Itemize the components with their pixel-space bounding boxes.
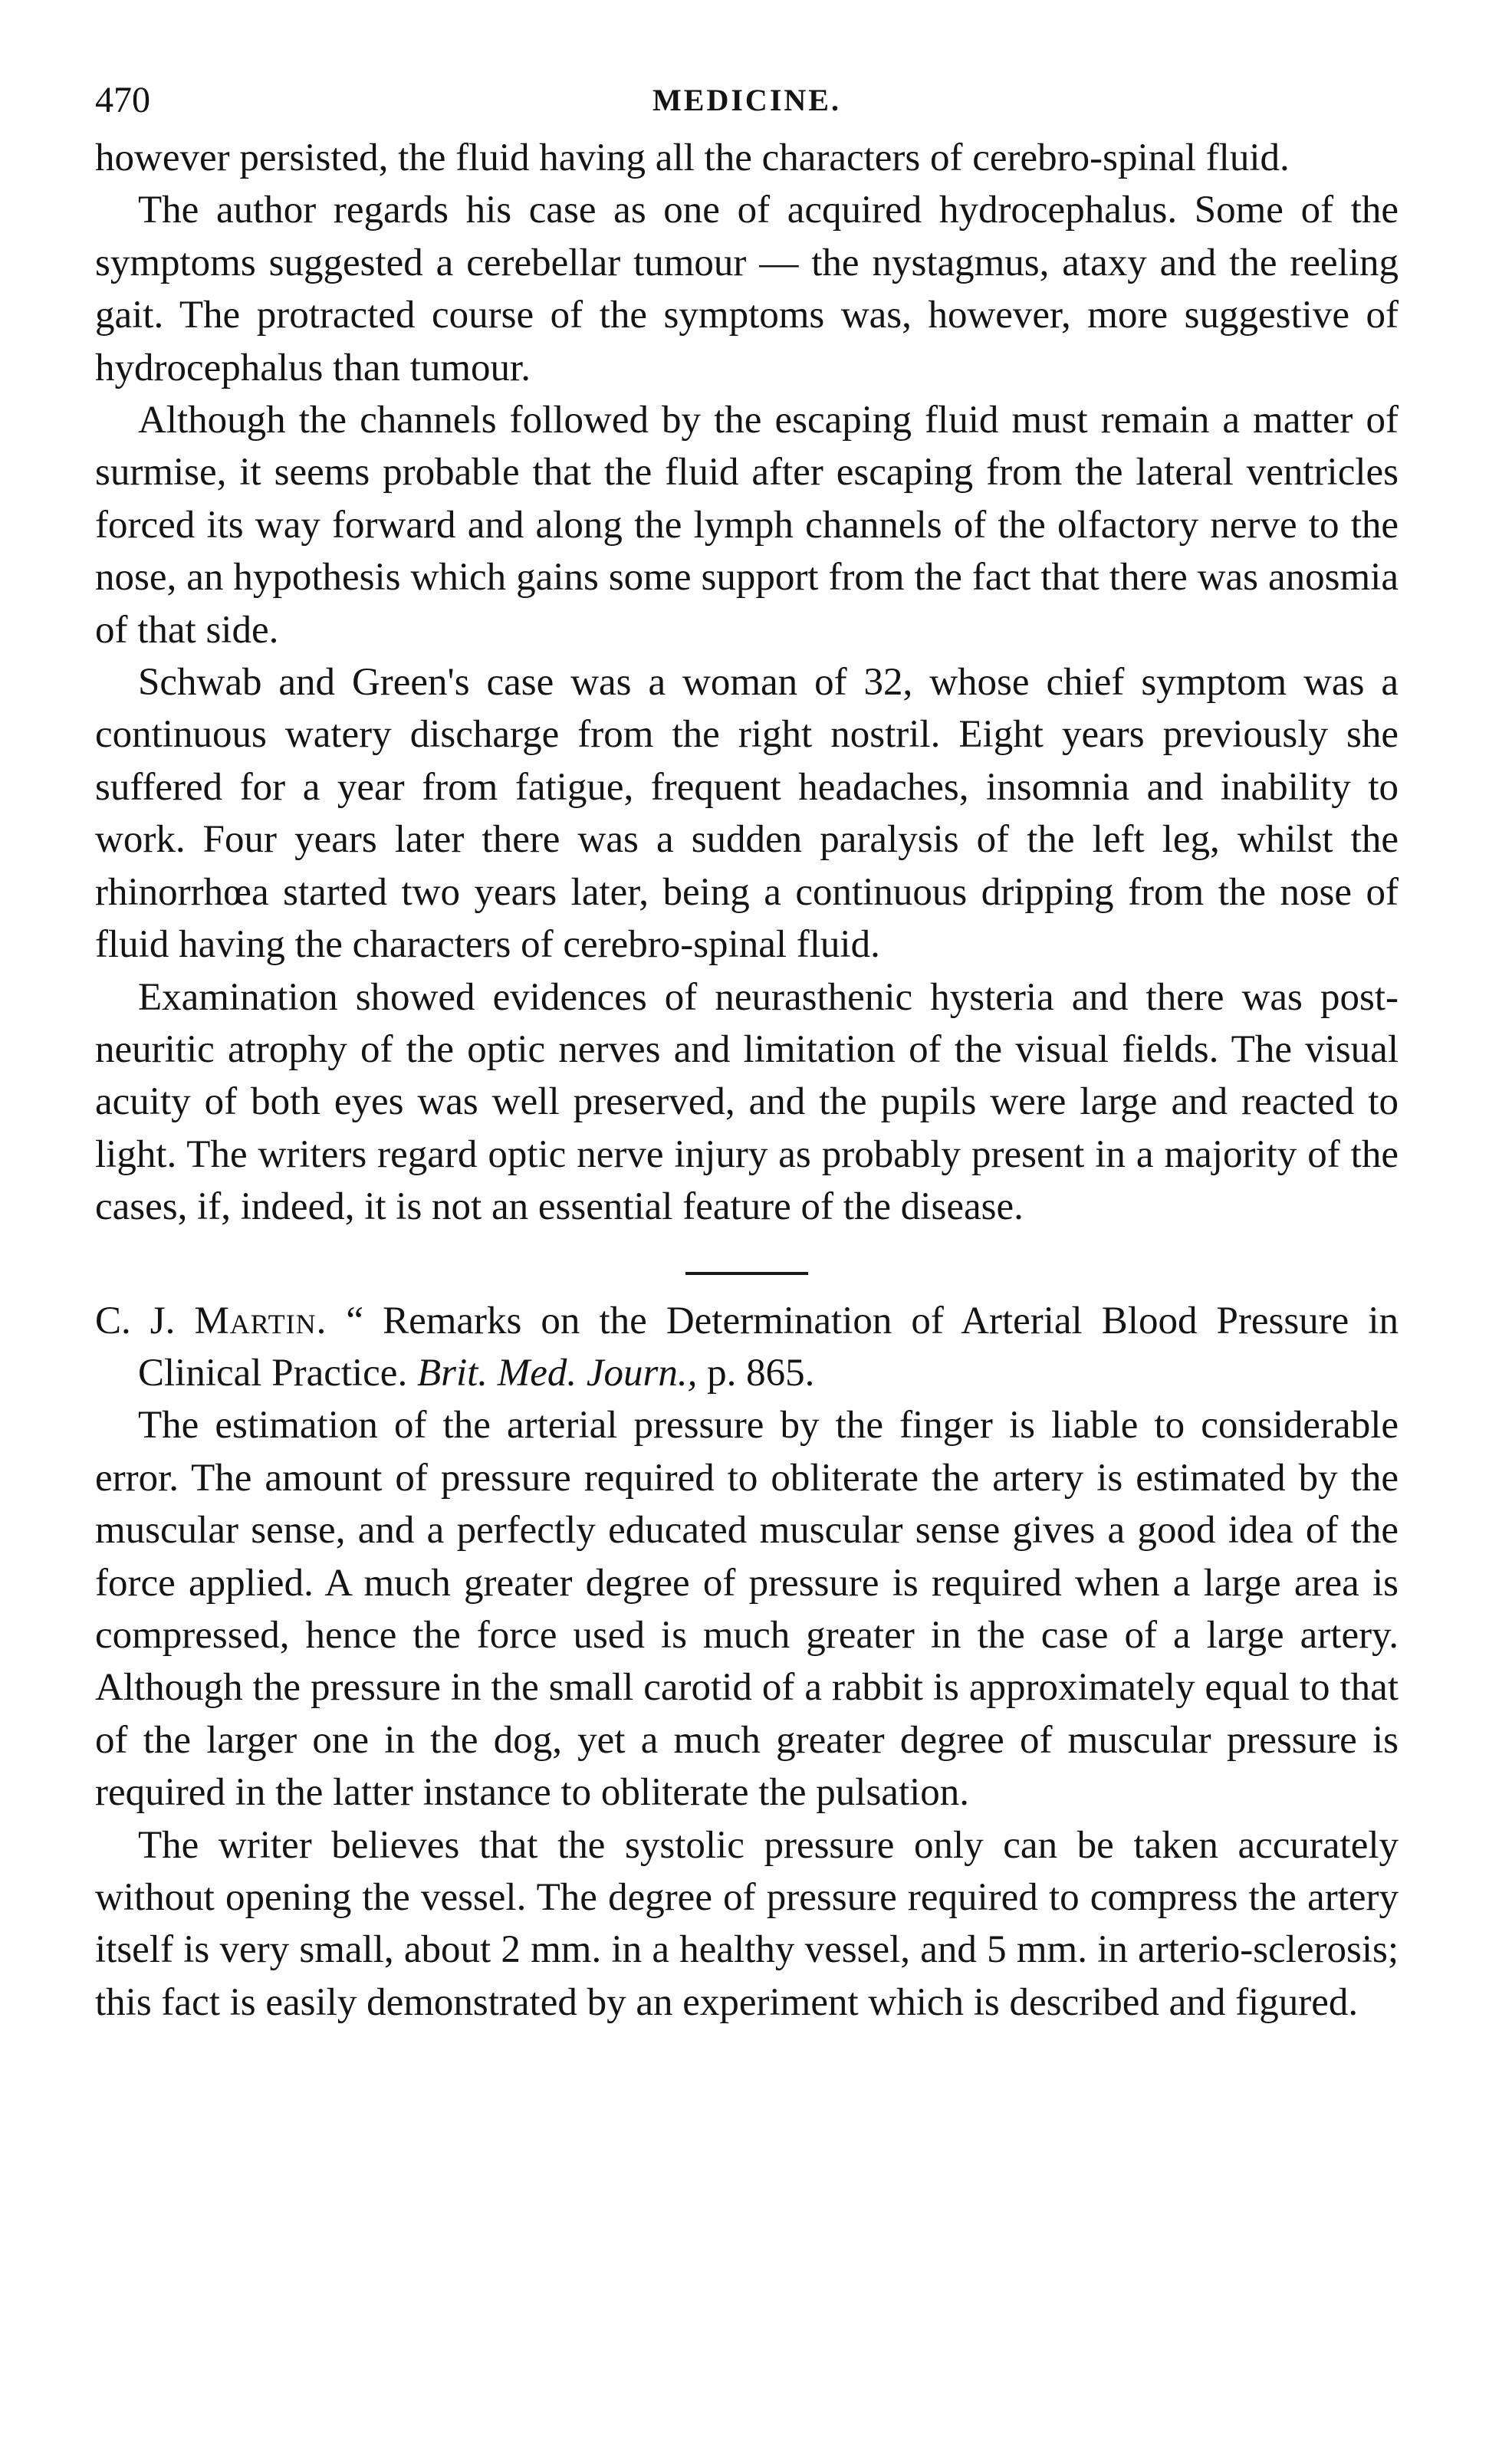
citation-author-surname: Martin. xyxy=(194,1299,327,1342)
section-divider-rule xyxy=(685,1272,808,1275)
paragraph-examination: Examination showed evidences of neurasthenic hysteria and there was post-neuritic atrophy of the optic nerves and limitation of the visual fields. The visual acuity of both eyes was well preserved, and the pupils were large and reacted to light. The writers regard optic nerve injury as probably present in a majority of the cases, if, indeed, it is not an essential feature of the disease. xyxy=(95,975,1399,1229)
citation-title: “ Remarks on the Determination of Arterial Blood Pressure in Clinical Practice. xyxy=(138,1299,1399,1395)
citation-pages: p. 865. xyxy=(707,1351,815,1395)
citation-author-initials: C. J. xyxy=(95,1299,176,1342)
running-title: MEDICINE. xyxy=(652,83,841,117)
body-section-arterial-pressure xyxy=(95,1399,1399,2029)
book-page xyxy=(95,74,1399,2029)
paragraph-schwab-green-case: Schwab and Green's case was a woman of 32, whose chief symptom was a continuous watery discharge from the right nostril. Eight years previously she suffered for a year from fatigue, frequent headaches, insomnia and inability to work. Four years later there was a sudden paralysis of the left leg, whilst the rhinorrhœa started two years later, being a continuous dripping from the nose of fluid having the characters of cerebro-spinal fluid. xyxy=(95,661,1399,967)
running-head xyxy=(95,74,1399,127)
paragraph-writer-believes: The writer believes that the systolic pressure only can be taken accurately without opening the vessel. The degree of pressure required to compress the artery itself is very small, about 2 mm. in a healthy vessel, and 5 mm. in arterio-sclerosis; this fact is easily demonstrated by an experiment which is described and figured. xyxy=(95,1823,1399,2024)
body-section-hydrocephalus xyxy=(95,132,1399,1234)
page-number: 470 xyxy=(95,80,150,120)
citation-entry xyxy=(95,1295,1399,1400)
paragraph-escaping-fluid: Although the channels followed by the escaping fluid must remain a matter of surmise, it seems probable that the fluid after escaping from the lateral ventricles forced its way forward and along the lymph channels of the olfactory nerve to the nose, an hypothesis which gains some support from the fact that there was anosmia of that side. xyxy=(95,399,1399,652)
paragraph-author-regards: The author regards his case as one of acquired hydrocephalus. Some of the symptoms suggested a cerebellar tumour — the nystagmus, ataxy and the reeling gait. The protracted course of the symptoms was, however, more suggestive of hydrocephalus than tumour. xyxy=(95,189,1399,389)
paragraph-continuation: however persisted, the fluid having all the characters of cerebro-spinal fluid. xyxy=(95,136,1290,179)
paragraph-estimation: The estimation of the arterial pressure by the finger is liable to considerable error. The amount of pressure required to obliterate the artery is estimated by the muscular sense, and a perfectly educated muscular sense gives a good idea of the force applied. A much greater degree of pressure is required when a large area is compressed, hence the force used is much greater in the case of a large artery. Although the pressure in the small carotid of a rabbit is approximately equal to that of the larger one in the dog, yet a much greater degree of muscular pressure is required in the latter instance to obliterate the pulsation. xyxy=(95,1404,1399,1815)
citation-journal: Brit. Med. Journ., xyxy=(416,1351,698,1395)
